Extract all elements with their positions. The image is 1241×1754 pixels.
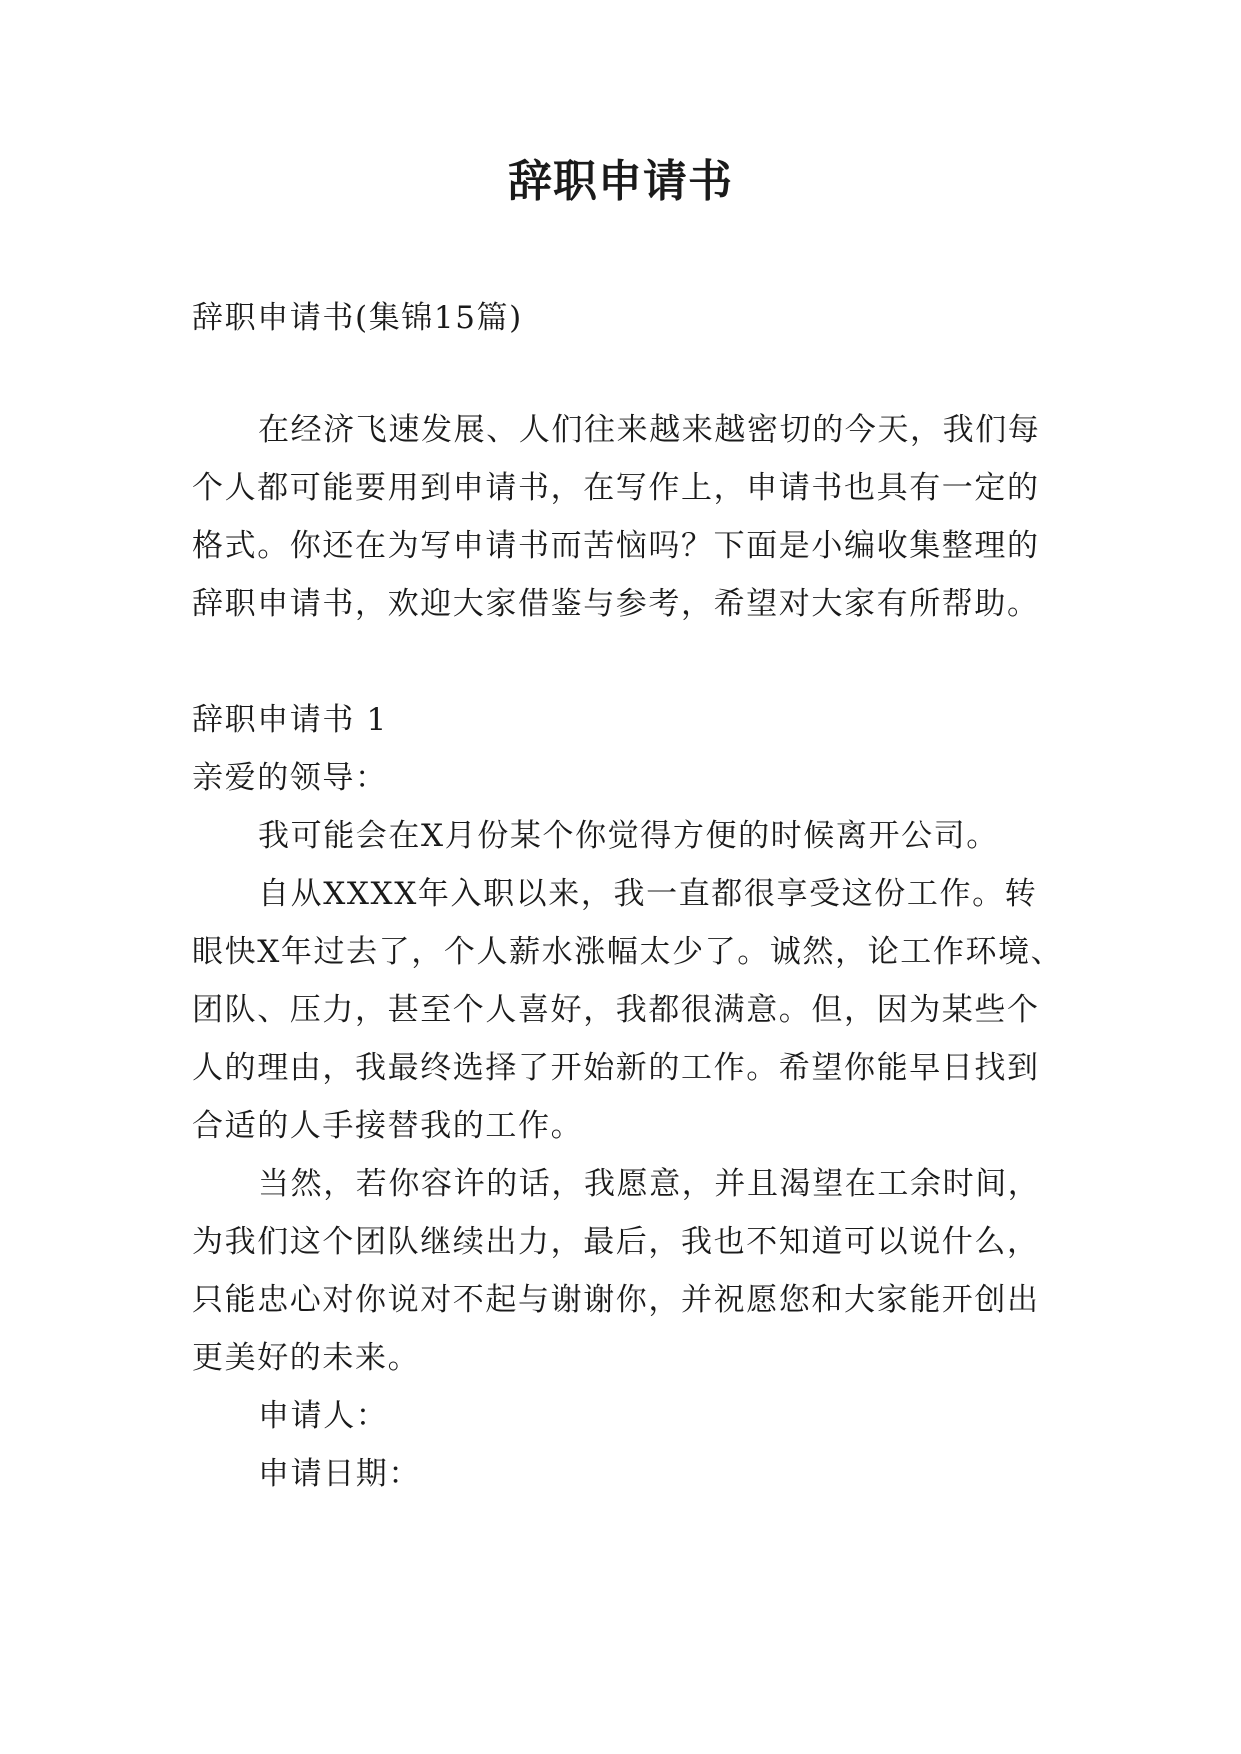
- body-line-6: 合适的人手接替我的工作。: [192, 1108, 584, 1144]
- body-line-3: 眼快X年过去了，个人薪水涨幅太少了。诚然，论工作环境、: [192, 934, 1064, 970]
- body-line-2: 自从XXXX年入职以来，我一直都很享受这份工作。转: [258, 876, 1038, 912]
- intro-line-4: 辞职申请书，欢迎大家借鉴与参考，希望对大家有所帮助。: [192, 586, 1040, 622]
- applicant-label: 申请人：: [258, 1398, 389, 1434]
- document-subtitle: 辞职申请书(集锦15篇): [192, 300, 523, 336]
- date-label: 申请日期：: [258, 1456, 421, 1492]
- document-title: 辞职申请书: [508, 156, 733, 207]
- body-line-9: 只能忠心对你说对不起与谢谢你，并祝愿您和大家能开创出: [192, 1282, 1040, 1318]
- body-line-8: 为我们这个团队继续出力，最后，我也不知道可以说什么，: [192, 1224, 1040, 1260]
- intro-line-1: 在经济飞速发展、人们往来越来越密切的今天，我们每: [258, 412, 1041, 448]
- intro-line-2: 个人都可能要用到申请书，在写作上，申请书也具有一定的: [192, 470, 1040, 506]
- section-heading: 辞职申请书 1: [192, 702, 388, 738]
- body-line-10: 更美好的未来。: [192, 1340, 421, 1376]
- body-line-4: 团队、压力，甚至个人喜好，我都很满意。但，因为某些个: [192, 992, 1040, 1028]
- salutation: 亲爱的领导：: [192, 760, 388, 796]
- intro-line-3: 格式。你还在为写申请书而苦恼吗？下面是小编收集整理的: [192, 528, 1040, 564]
- body-line-1: 我可能会在X月份某个你觉得方便的时候离开公司。: [258, 818, 999, 854]
- body-line-5: 人的理由，我最终选择了开始新的工作。希望你能早日找到: [192, 1050, 1040, 1086]
- body-line-7: 当然，若你容许的话，我愿意，并且渴望在工余时间，: [258, 1166, 1041, 1202]
